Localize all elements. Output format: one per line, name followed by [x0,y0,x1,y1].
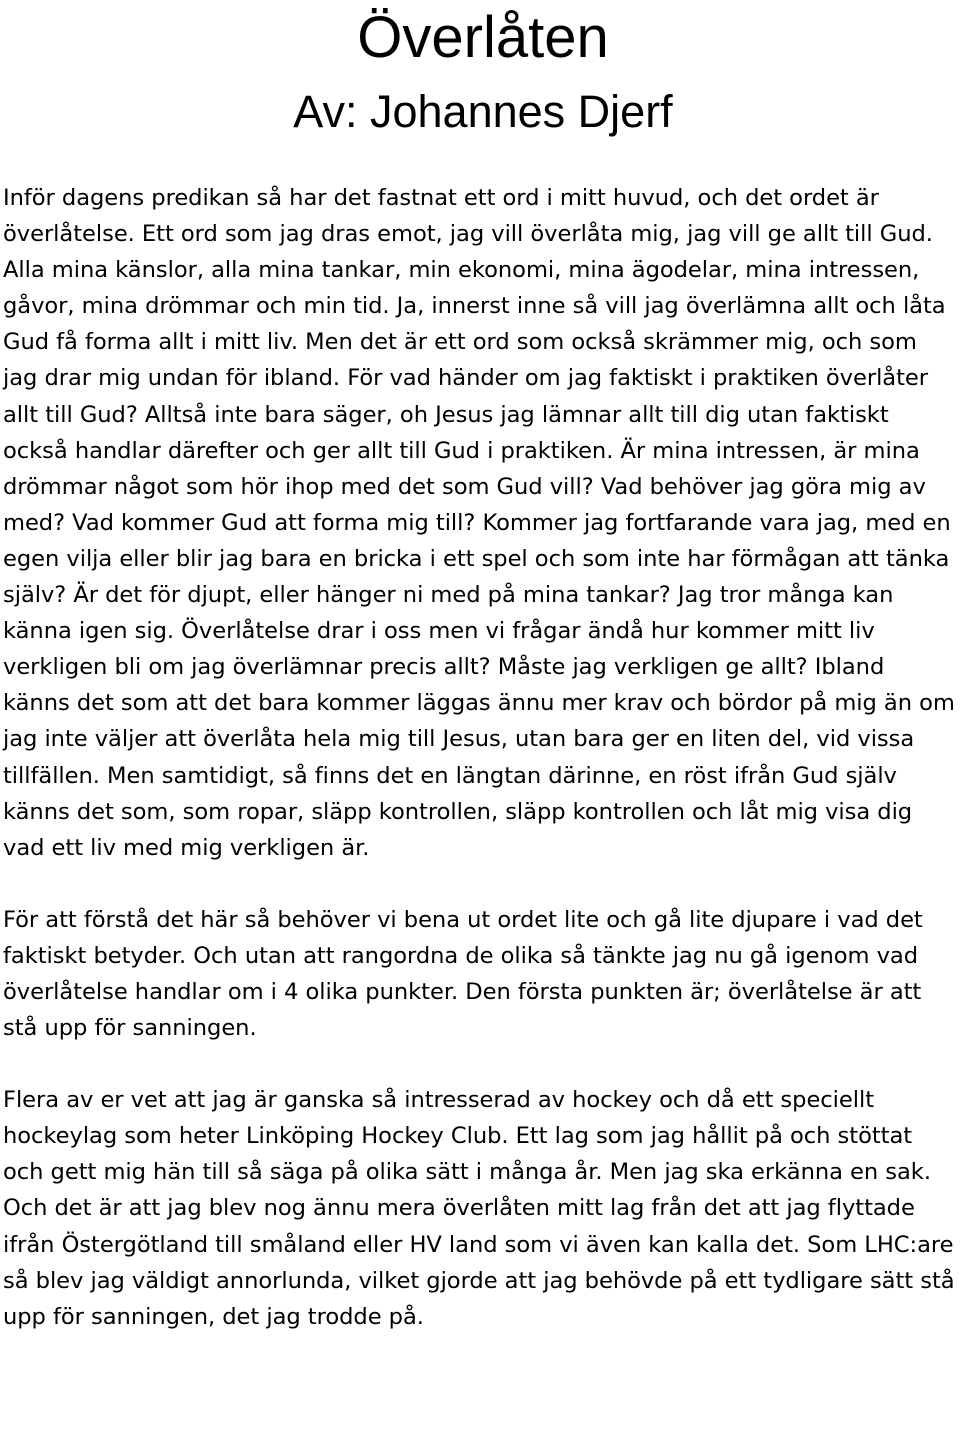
document-body [3,180,958,1335]
paragraph-1: Inför dagens predikan så har det fastnat ett ord i mitt huvud, och det ordet är överlåtelse. Ett ord som jag dras emot, jag vill överlåta mig, jag vill ge allt till Gud. Alla mina känslor, alla mina tankar, min ekonomi, mina ägodelar, mina intressen, gåvor, mina drömmar och min tid. Ja, innerst inne så vill jag överlämna allt och låta Gud få forma allt i mitt liv. Men det är ett ord som också skrämmer mig, och som jag drar mig undan för ibland. För vad händer om jag faktiskt i praktiken överlåter allt till Gud? Alltså inte bara säger, oh Jesus jag lämnar allt till dig utan faktiskt också handlar därefter och ger allt till Gud i praktiken. Är mina intressen, är mina drömmar något som hör ihop med det som Gud vill? Vad behöver jag göra mig av med? Vad kommer Gud att forma mig till? Kommer jag fortfarande vara jag, med en egen vilja eller blir jag bara en bricka i ett spel och som inte har förmågan att tänka själv? Är det för djupt, eller hänger ni med på mina tankar? Jag tror många kan känna igen sig. Överlåtelse drar i oss men vi frågar ändå hur kommer mitt liv verkligen bli om jag överlämnar precis allt? Måste jag verkligen ge allt? Ibland känns det som att det bara kommer läggas ännu mer krav och bördor på mig än om jag inte väljer att överlåta hela mig till Jesus, utan bara ger en liten del, vid vissa tillfällen. Men samtidigt, så finns det en längtan därinne, en röst ifrån Gud själv känns det som, som ropar, släpp kontrollen, släpp kontrollen och låt mig visa dig vad ett liv med mig verkligen är. [3,185,955,861]
author-line: Av: Johannes Djerf [293,86,673,137]
paragraph-3: Flera av er vet att jag är ganska så intresserad av hockey och då ett speciellt hockeylag som heter Linköping Hockey Club. Ett lag som jag hållit på och stöttat och gett mig hän till så säga på olika sätt i många år. Men jag ska erkänna en sak. Och det är att jag blev nog ännu mera överlåten mitt lag från det att jag flyttade ifrån Östergötland till småland eller HV land som vi även kan kalla det. Som LHC:are så blev jag väldigt annorlunda, vilket gjorde att jag behövde på ett tydligare sätt stå upp för sanningen, det jag trodde på. [3,1087,955,1330]
paragraph-2: För att förstå det här så behöver vi bena ut ordet lite och gå lite djupare i vad det faktiskt betyder. Och utan att rangordna de olika så tänkte jag nu gå igenom vad överlåtelse handlar om i 4 olika punkter. Den första punkten är; överlåtelse är att stå upp för sanningen. [3,906,923,1042]
document-title: Överlåten [357,5,609,70]
